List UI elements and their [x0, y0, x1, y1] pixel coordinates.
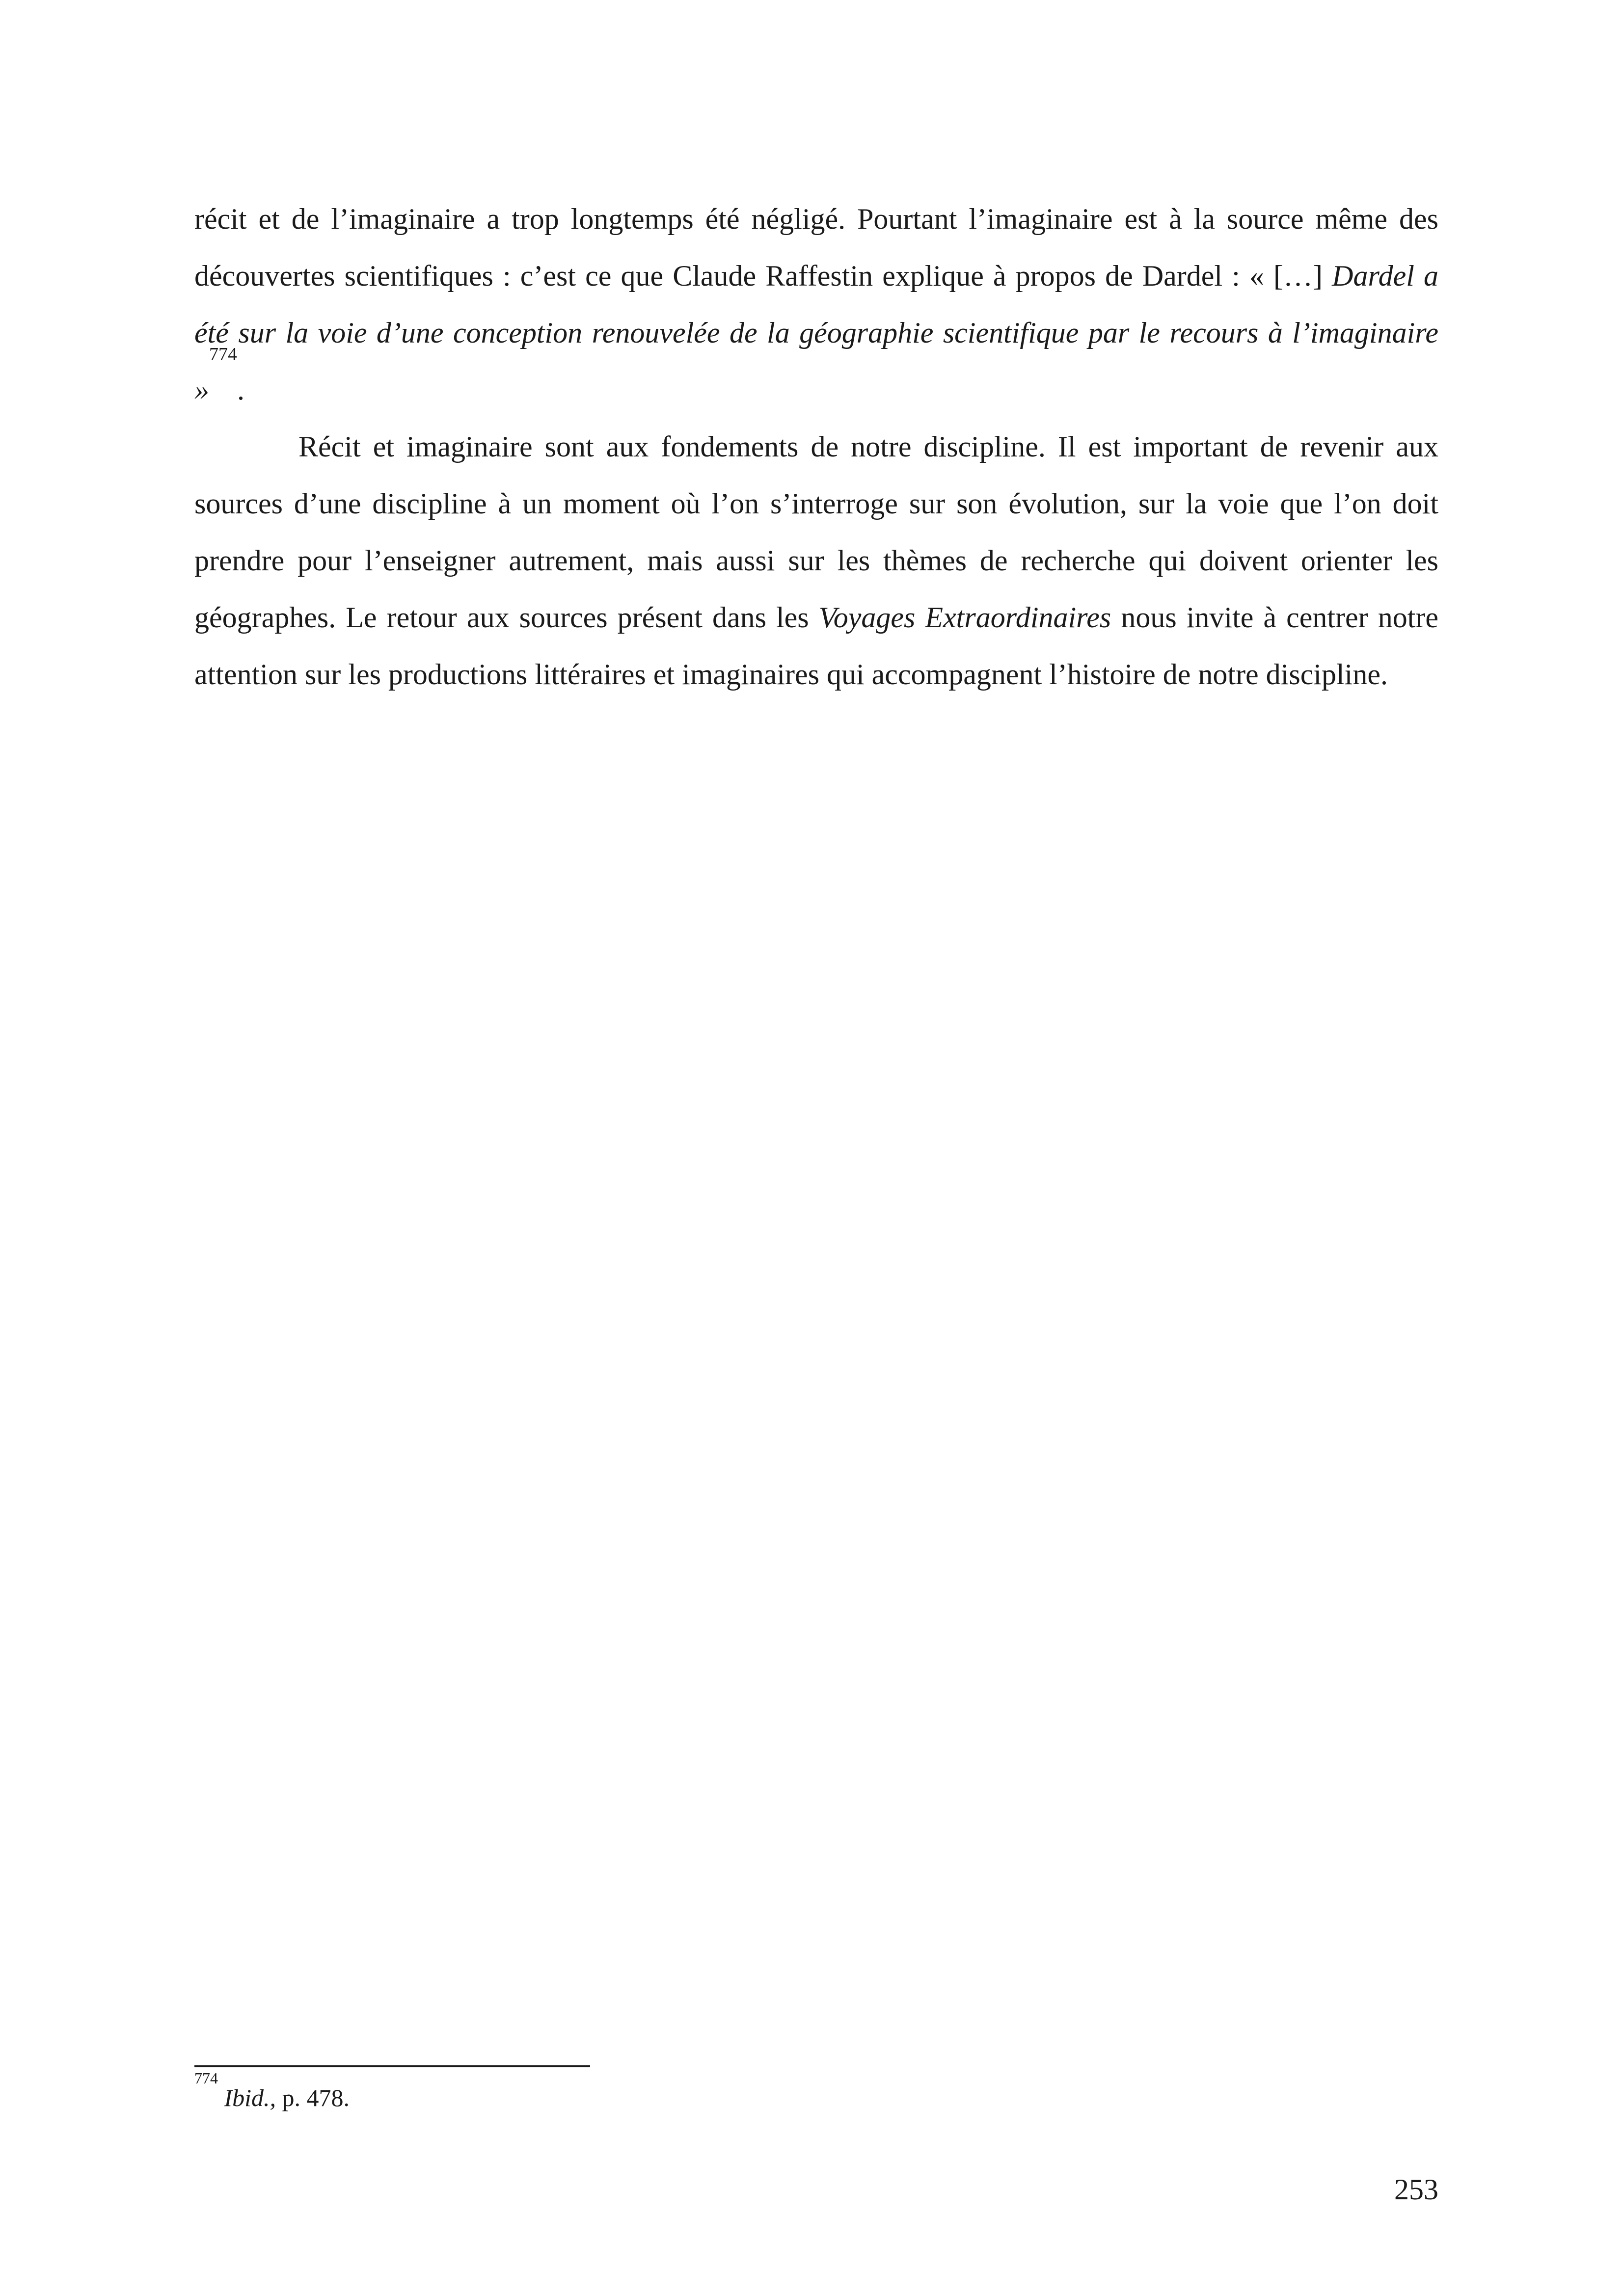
raffestin-quote: Dardel a été sur la voie d’une conception renouvelée de la géographie scientifique par le recours à l’imaginaire » [194, 260, 1438, 406]
paragraph-1 [194, 190, 1438, 418]
paragraph-2 [194, 418, 1438, 703]
paragraph-1-text: récit et de l’imaginaire a trop longtemps été négligé. Pourtant l’imaginaire est à la source même des découvertes scientifiques : c’est ce que Claude Raffestin explique à propos de Dardel : « […] [194, 203, 1438, 292]
voyages-title: Voyages Extraordinaires [818, 601, 1111, 634]
footnote-number: 774 [194, 2069, 218, 2087]
footnote-ibid: Ibid., [224, 2084, 276, 2111]
paragraph-2-text-start: Récit et imaginaire sont aux fondements de notre discipline. Il est important de revenir aux sources d’une discipline à un moment où l’on s’interroge sur son évolution, sur la voie que l’on doit prendre pour l’enseigner autrement, mais aussi sur les thèmes de recherche qui doivent orienter les géographes. Le retour aux sources présent dans les [194, 430, 1438, 634]
page-number: 253 [1394, 2173, 1438, 2206]
footnote [194, 2069, 1438, 2113]
footnote-reference[interactable]: 774 [209, 344, 237, 365]
main-text [194, 190, 1438, 703]
footnote-divider [194, 2065, 590, 2067]
footnote-text: p. 478. [276, 2084, 350, 2111]
paragraph-1-end: . [237, 374, 244, 406]
paragraph-2-text-end: nous invite à centrer notre attention sur les productions littéraires et imaginaires qui accompagnent l’histoire de notre discipline. [194, 601, 1438, 691]
